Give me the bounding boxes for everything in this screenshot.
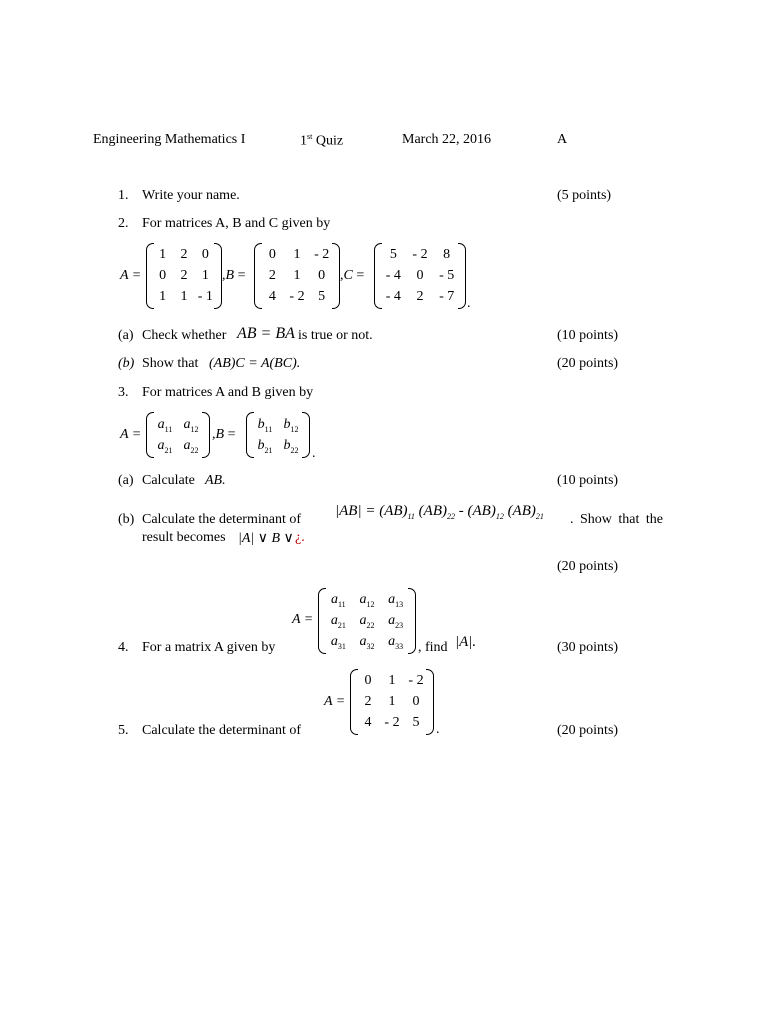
header-date: March 22, 2016 (402, 132, 492, 147)
q2a-text: Check whether (142, 328, 227, 343)
q1-number: 1. (118, 188, 129, 203)
matrix-cell: $a_{31}$ (330, 633, 346, 651)
quiz-word: Quiz (315, 133, 344, 149)
matrix-cell: 0 (268, 247, 276, 263)
matrix-cell: $a_{23}$ (388, 613, 404, 630)
q2a-label: (a) (118, 328, 134, 343)
quiz-ordinal: st (307, 132, 313, 141)
quiz-number: 1 (300, 133, 307, 149)
q3b-expr: $|AB| = (AB)_{11}$ $(AB)_{22} - (AB)_{12}$ $(AB)_{21}$ (335, 503, 544, 521)
q3-matrix-B (246, 412, 310, 458)
q5-points: (20 points) (557, 723, 619, 738)
matrix-cell: - 1 (197, 288, 213, 304)
matrix-cell: 1 (159, 247, 167, 263)
q2b-text: Show that (142, 356, 199, 371)
q2-text: For matrices A, B and C given by (142, 216, 331, 231)
matrix-cell: 5 (318, 288, 326, 304)
matrix-cell: - 2 (314, 247, 330, 263)
matrix-cell: $a_{21}$ (157, 437, 173, 455)
q5-label-A: A = (324, 694, 346, 709)
matrix-cell: $b_{11}$ (257, 416, 273, 434)
matrix-cell: - 7 (439, 288, 455, 304)
q3a-points: (10 points) (557, 473, 619, 488)
q3-text: For matrices A and B given by (142, 385, 314, 400)
matrix-cell: 5 (412, 714, 420, 730)
q4-number: 4. (118, 640, 129, 655)
q3b-red-glyph: ¿. (295, 530, 305, 545)
q1-points: (5 points) (557, 188, 612, 203)
q3-number: 3. (118, 385, 129, 400)
matrix-cell: 5 (389, 247, 397, 263)
matrix-cell: $b_{12}$ (283, 416, 299, 434)
q3b-line2: result becomes (142, 530, 226, 545)
q3b-text: Calculate the determinant of (142, 512, 301, 527)
matrix-cell: - 5 (439, 268, 455, 283)
matrix-cell: 1 (180, 288, 188, 304)
q1-text: Write your name. (142, 188, 240, 203)
q3-label-B: ,B = (212, 427, 236, 442)
matrix-cell: 1 (388, 673, 396, 689)
q3-matrix-A (146, 412, 210, 458)
matrix-cell: $a_{22}$ (359, 613, 375, 630)
q2b-expr: (AB)C = A(BC). (209, 356, 301, 371)
matrix-cell: - 2 (412, 247, 428, 263)
q3a-expr: AB. (205, 473, 226, 488)
q3-label-A: A = (120, 427, 142, 442)
q2-label-B: ,B = (222, 268, 246, 283)
matrix-cell: $a_{12}$ (359, 592, 375, 610)
q3b-label: (b) (118, 512, 135, 527)
matrix-cell: 4 (268, 288, 276, 304)
matrix-cell: 2 (416, 288, 424, 304)
matrix-cell: 2 (268, 268, 276, 283)
header-course: Engineering Mathematics I (93, 132, 246, 147)
matrix-cell: $a_{11}$ (330, 592, 346, 610)
matrix-cell: 8 (443, 247, 451, 263)
header-version: A (557, 132, 568, 147)
matrix-cell: - 4 (385, 268, 401, 283)
q2-label-C: ,C = (340, 268, 365, 283)
matrix-cell: - 2 (289, 288, 305, 304)
matrix-cell: 1 (388, 694, 396, 709)
matrix-cell: 2 (180, 247, 188, 263)
q2-matrix-C (374, 243, 466, 309)
header-quiz (300, 132, 343, 150)
q2-matrix-A (146, 243, 222, 309)
q3b-expr2: |A| ∨ B ∨ (238, 531, 294, 546)
matrix-cell: 1 (159, 288, 167, 304)
matrix-cell: - 2 (408, 673, 424, 689)
matrix-cell: 0 (159, 268, 167, 283)
matrix-cell: $a_{12}$ (183, 416, 199, 434)
q2-number: 2. (118, 216, 129, 231)
matrix-cell: 4 (364, 714, 372, 730)
q3-period: . (312, 446, 316, 461)
q2a-expr: AB = BA (237, 325, 295, 342)
q4-label-A: A = (292, 612, 314, 627)
q2a-tail: is true or not. (298, 328, 373, 343)
q5-text: Calculate the determinant of (142, 723, 301, 738)
matrix-cell: $b_{21}$ (257, 437, 273, 455)
q4-find: , find (418, 640, 448, 655)
matrix-cell: 0 (201, 247, 209, 263)
matrix-cell: $a_{22}$ (183, 437, 199, 455)
q5-number: 5. (118, 723, 129, 738)
q2-matrix-B (254, 243, 340, 309)
matrix-cell: - 4 (385, 288, 401, 304)
matrix-cell: 0 (416, 268, 424, 283)
matrix-cell: 1 (293, 268, 301, 283)
q2b-label: (b) (118, 356, 135, 371)
q5-period: . (436, 722, 440, 737)
q4-expr: |A|. (455, 634, 477, 650)
q2b-points: (20 points) (557, 356, 619, 371)
q3a-label: (a) (118, 473, 134, 488)
matrix-cell: - 2 (384, 714, 400, 730)
q2-label-A: A = (120, 268, 142, 283)
matrix-cell: $a_{13}$ (388, 592, 404, 610)
q4-points: (30 points) (557, 640, 619, 655)
matrix-cell: 1 (201, 268, 209, 283)
matrix-cell: $b_{22}$ (283, 437, 299, 455)
matrix-cell: 1 (293, 247, 301, 263)
q2-period: . (467, 296, 471, 311)
matrix-cell: $a_{32}$ (359, 633, 375, 651)
q4-text: For a matrix A given by (142, 640, 276, 655)
q2a-points: (10 points) (557, 328, 619, 343)
matrix-cell: 2 (364, 694, 372, 709)
matrix-cell: $a_{21}$ (330, 613, 346, 630)
matrix-cell: $a_{33}$ (388, 633, 404, 651)
matrix-cell: 0 (318, 268, 326, 283)
q3a-text: Calculate (142, 473, 195, 488)
matrix-cell: 0 (412, 694, 420, 709)
matrix-cell: 0 (364, 673, 372, 689)
matrix-cell: 2 (180, 268, 188, 283)
q3b-points: (20 points) (557, 559, 619, 574)
matrix-cell: $a_{11}$ (157, 416, 173, 434)
q5-matrix-A (350, 669, 434, 735)
q4-matrix-A (318, 588, 416, 654)
q3b-tail: . Show that the (570, 512, 663, 527)
